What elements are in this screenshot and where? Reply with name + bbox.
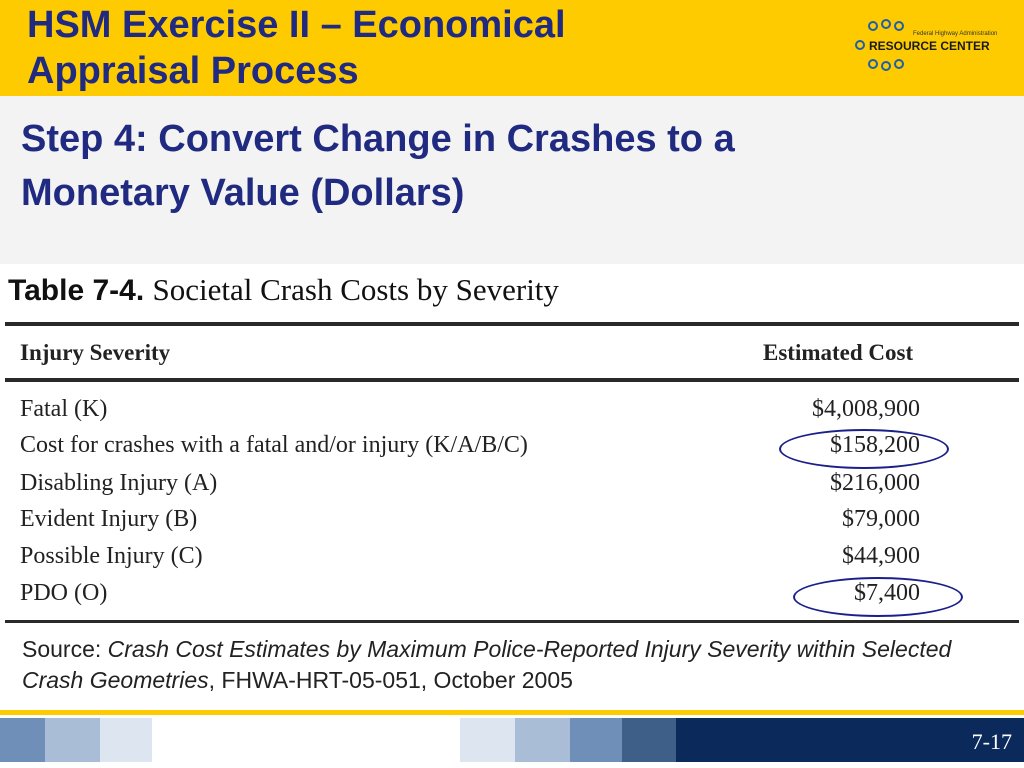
- footer-block: [45, 718, 100, 762]
- title-line-1: HSM Exercise II – Economical: [27, 4, 566, 46]
- severity-cell: Fatal (K): [20, 396, 108, 422]
- table-row: [20, 396, 950, 432]
- title-line-2: Appraisal Process: [27, 50, 359, 92]
- severity-cell: PDO (O): [20, 580, 108, 606]
- footer-block: [0, 718, 45, 762]
- subtitle-line-2: Monetary Value (Dollars): [21, 172, 465, 214]
- highlight-ellipse-fatal-injury: [779, 429, 949, 469]
- header-estimated-cost: Estimated Cost: [763, 340, 914, 365]
- resource-center-logo: [855, 18, 1024, 76]
- source-suffix: , FHWA-HRT-05-051, October 2005: [208, 667, 573, 693]
- cost-cell: $4,008,900: [812, 396, 920, 422]
- header-injury-severity: Injury Severity: [20, 340, 171, 365]
- table-row: [20, 543, 950, 579]
- source-citation: [22, 634, 1012, 696]
- logo-name-text: RESOURCE CENTER: [869, 39, 990, 53]
- table-caption-text: Societal Crash Costs by Severity: [152, 272, 559, 307]
- table-bottom-rule: [5, 620, 1019, 623]
- slide-subtitle: [21, 112, 1021, 220]
- severity-cell: Evident Injury (B): [20, 506, 198, 532]
- source-prefix: Source:: [22, 636, 108, 662]
- table-caption-number: Table 7-4.: [8, 274, 145, 307]
- page-number: 7-17: [971, 729, 1012, 754]
- subtitle-line-1: Step 4: Convert Change in Crashes to a: [21, 118, 735, 160]
- table-row: [20, 506, 950, 542]
- footer-divider: [0, 710, 1024, 715]
- highlight-ellipse-pdo: [793, 577, 963, 617]
- severity-cell: Possible Injury (C): [20, 543, 203, 569]
- table-header-rule: [5, 378, 1019, 382]
- cost-cell: $44,900: [842, 543, 920, 569]
- footer-block: [100, 718, 152, 762]
- severity-cell: Disabling Injury (A): [20, 470, 218, 496]
- footer-block: [460, 718, 515, 762]
- logo-agency-text: Federal Highway Administration: [913, 31, 998, 37]
- resource-center-logo-graphic: [855, 18, 1024, 76]
- cost-cell: $158,200: [830, 432, 920, 458]
- table-top-rule: [5, 322, 1019, 326]
- source-title: Crash Cost Estimates by Maximum Police-Reported Injury Severity within Selected Crash Geometries: [22, 636, 952, 693]
- footer-block: [622, 718, 676, 762]
- severity-cell: Cost for crashes with a fatal and/or injury (K/A/B/C): [20, 432, 528, 458]
- footer-block: [515, 718, 570, 762]
- slide-title: [27, 2, 747, 94]
- cost-cell: $216,000: [830, 470, 920, 496]
- table-caption: [8, 272, 559, 308]
- cost-cell: $7,400: [854, 580, 920, 606]
- footer-block: [570, 718, 622, 762]
- table-row: [20, 470, 950, 506]
- cost-cell: $79,000: [842, 506, 920, 532]
